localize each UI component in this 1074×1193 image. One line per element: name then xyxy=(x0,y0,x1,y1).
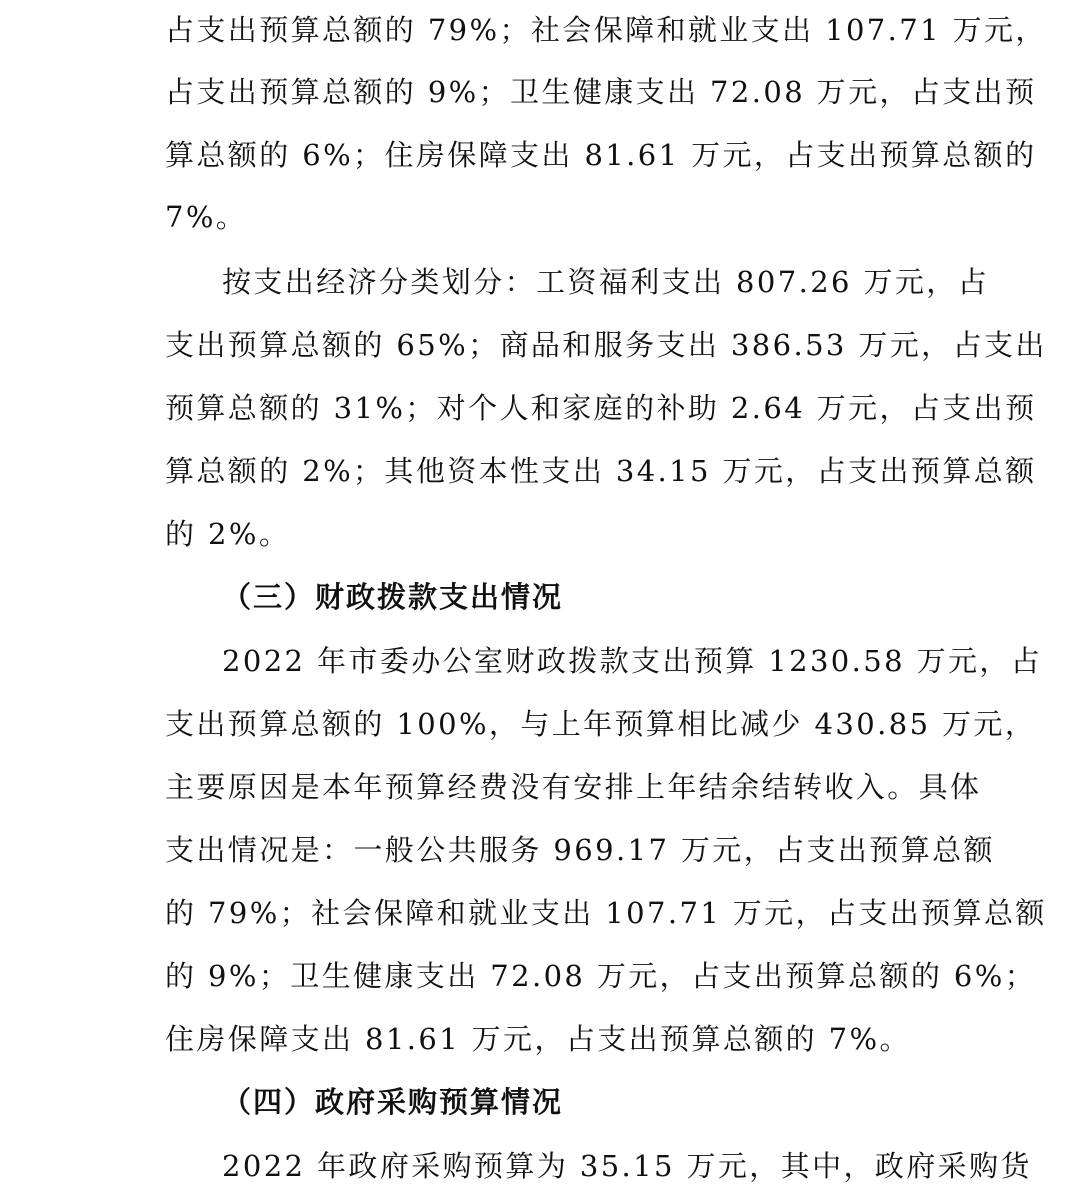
paragraph-line: 支出预算总额的 65%；商品和服务支出 386.53 万元，占支出 xyxy=(165,328,1047,362)
paragraph-line: 2022 年市委办公室财政拨款支出预算 1230.58 万元，占 xyxy=(222,644,1043,678)
section-heading: （三）财政拨款支出情况 xyxy=(222,580,564,614)
paragraph-line: 主要原因是本年预算经费没有安排上年结余结转收入。具体 xyxy=(165,770,982,804)
paragraph-line: 支出预算总额的 100%，与上年预算相比减少 430.85 万元， xyxy=(165,707,1037,741)
paragraph-line: 占支出预算总额的 79%；社会保障和就业支出 107.71 万元， xyxy=(165,13,1047,47)
paragraph-line: 支出情况是：一般公共服务 969.17 万元，占支出预算总额 xyxy=(165,833,995,867)
section-heading: （四）政府采购预算情况 xyxy=(222,1085,564,1119)
paragraph-line: 2022 年政府采购预算为 35.15 万元，其中，政府采购货 xyxy=(222,1149,1032,1183)
paragraph-line: 按支出经济分类划分：工资福利支出 807.26 万元，占 xyxy=(222,265,990,299)
paragraph-line: 7%。 xyxy=(165,200,248,234)
paragraph-line: 的 9%；卫生健康支出 72.08 万元，占支出预算总额的 6%； xyxy=(165,959,1037,993)
paragraph-line: 算总额的 6%；住房保障支出 81.61 万元，占支出预算总额的 xyxy=(165,138,1037,172)
paragraph-line: 的 79%；社会保障和就业支出 107.71 万元，占支出预算总额 xyxy=(165,896,1047,930)
paragraph-line: 算总额的 2%；其他资本性支出 34.15 万元，占支出预算总额 xyxy=(165,454,1037,488)
paragraph-line: 预算总额的 31%；对个人和家庭的补助 2.64 万元，占支出预 xyxy=(165,391,1037,425)
paragraph-line: 占支出预算总额的 9%；卫生健康支出 72.08 万元，占支出预 xyxy=(165,75,1037,109)
paragraph-line: 住房保障支出 81.61 万元，占支出预算总额的 7%。 xyxy=(165,1022,911,1056)
paragraph-line: 的 2%。 xyxy=(165,517,291,551)
